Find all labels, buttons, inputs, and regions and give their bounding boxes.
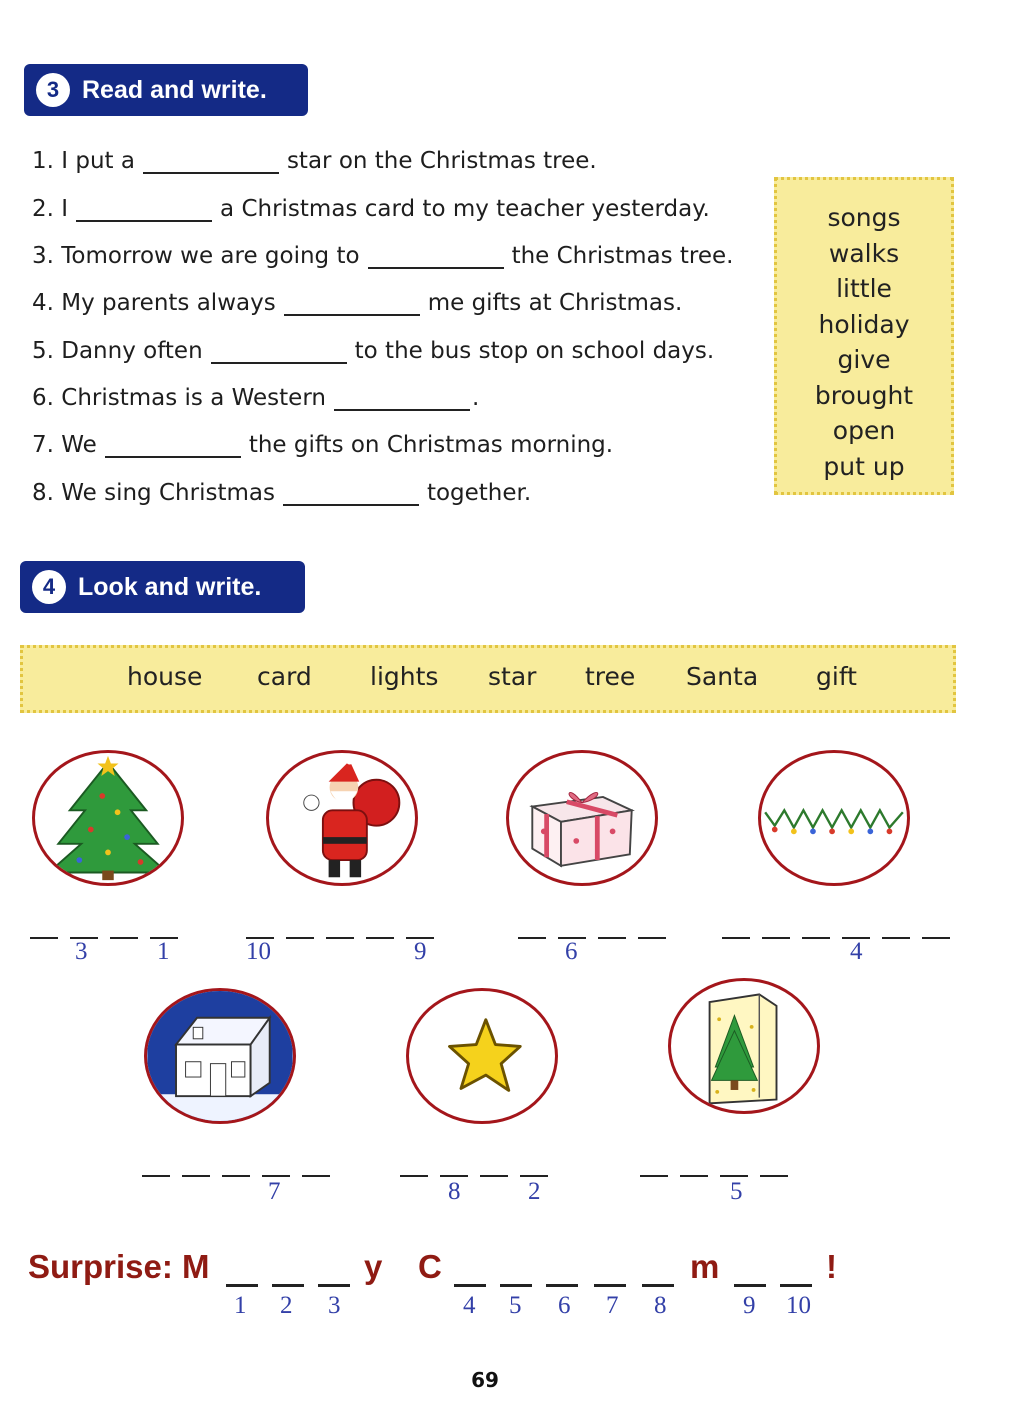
sentence-3-after: the Christmas tree. — [511, 243, 734, 269]
surprise-number: 9 — [743, 1292, 756, 1319]
sentence-8-after: together. — [426, 480, 532, 506]
letter-number: 2 — [528, 1178, 541, 1205]
strip-word-lights: lights — [370, 662, 439, 691]
section-3-number: 3 — [36, 73, 70, 107]
surprise-letter: M — [182, 1248, 210, 1285]
letter-number: 1 — [157, 938, 170, 965]
word-bank-item: brought — [814, 380, 914, 410]
gift-icon — [509, 753, 655, 883]
christmas-tree-icon — [35, 753, 181, 883]
picture-gift — [506, 750, 658, 886]
strip-word-gift: gift — [816, 662, 857, 691]
surprise-number: 3 — [328, 1292, 341, 1319]
card-icon — [671, 981, 817, 1111]
sentence-4-blank[interactable] — [284, 290, 420, 316]
word-bank-item: open — [832, 416, 896, 445]
sentence-2-before: 2. I — [32, 196, 69, 222]
letter-number: 3 — [75, 938, 88, 965]
sentence-3-blank[interactable] — [368, 243, 504, 269]
strip-word-card: card — [257, 662, 312, 691]
sentence-2-blank[interactable] — [76, 196, 212, 222]
sentence-4 — [32, 282, 682, 316]
section-4-header — [20, 561, 305, 613]
star-icon — [409, 991, 555, 1121]
letter-number: 9 — [414, 938, 427, 965]
picture-star — [406, 988, 558, 1124]
sentence-2 — [32, 188, 710, 222]
surprise-letter: m — [690, 1248, 720, 1285]
sentence-3 — [32, 235, 733, 269]
sentence-3-before: 3. Tomorrow we are going to — [32, 243, 360, 269]
strip-word-star: star — [488, 662, 537, 691]
surprise-label: Surprise: — [28, 1248, 173, 1285]
picture-santa — [266, 750, 418, 886]
surprise-letter: y — [364, 1248, 383, 1285]
page-number: 69 — [471, 1368, 499, 1392]
sentence-2-after: a Christmas card to my teacher yesterday. — [220, 196, 710, 222]
surprise-number: 5 — [509, 1292, 522, 1319]
sentence-4-before: 4. My parents always — [32, 290, 276, 316]
surprise-number: 1 — [234, 1292, 247, 1319]
surprise-letter: C — [418, 1248, 442, 1285]
picture-christmas-tree — [32, 750, 184, 886]
word-bank-item: little — [836, 274, 892, 303]
section-4-number: 4 — [32, 570, 66, 604]
word-bank — [774, 177, 954, 495]
picture-house — [144, 988, 296, 1124]
strip-word-tree: tree — [585, 662, 636, 691]
strip-word-house: house — [127, 662, 203, 691]
sentence-1-before: 1. I put a — [32, 148, 135, 174]
sentence-7-before: 7. We — [32, 432, 97, 458]
surprise-number: 8 — [654, 1292, 667, 1319]
sentence-6-after: . — [471, 385, 480, 411]
word-bank-item: walks — [828, 238, 900, 268]
sentence-6 — [32, 377, 479, 411]
surprise-number: 4 — [463, 1292, 476, 1319]
letter-number: 5 — [730, 1178, 743, 1205]
word-bank-item: songs — [827, 203, 901, 232]
sentence-7-after: the gifts on Christmas morning. — [248, 432, 614, 458]
sentence-1 — [32, 140, 597, 174]
sentence-8-before: 8. We sing Christmas — [32, 480, 275, 506]
house-icon — [147, 991, 293, 1121]
lights-icon — [761, 753, 907, 883]
letter-number: 8 — [448, 1178, 461, 1205]
word-strip — [20, 645, 956, 713]
sentence-5 — [32, 330, 714, 364]
letter-number: 4 — [850, 938, 863, 965]
sentence-5-blank[interactable] — [211, 338, 347, 364]
sentence-1-blank[interactable] — [143, 148, 279, 174]
section-3-header — [24, 64, 308, 116]
word-bank-item: put up — [823, 451, 905, 481]
word-bank-item: give — [837, 345, 891, 374]
picture-lights — [758, 750, 910, 886]
picture-card — [668, 978, 820, 1114]
letter-number: 6 — [565, 938, 578, 965]
sentence-5-after: to the bus stop on school days. — [354, 338, 715, 364]
santa-icon — [269, 753, 415, 883]
word-bank-item: holiday — [818, 309, 910, 339]
strip-word-santa: Santa — [686, 662, 759, 691]
section-3-title: Read and write. — [82, 75, 267, 104]
sentence-1-after: star on the Christmas tree. — [286, 148, 597, 174]
sentence-7 — [32, 424, 613, 458]
surprise-number: 7 — [606, 1292, 619, 1319]
sentence-6-blank[interactable] — [334, 385, 470, 411]
letter-number: 7 — [268, 1178, 281, 1205]
sentence-8 — [32, 472, 531, 506]
surprise-letter: ! — [826, 1248, 837, 1285]
sentence-8-blank[interactable] — [283, 480, 419, 506]
sentence-7-blank[interactable] — [105, 432, 241, 458]
surprise-number: 2 — [280, 1292, 293, 1319]
sentence-5-before: 5. Danny often — [32, 338, 203, 364]
surprise-number: 10 — [786, 1292, 811, 1319]
letter-number: 10 — [246, 938, 271, 965]
surprise-number: 6 — [558, 1292, 571, 1319]
section-4-title: Look and write. — [78, 572, 262, 601]
sentence-4-after: me gifts at Christmas. — [427, 290, 683, 316]
sentence-6-before: 6. Christmas is a Western — [32, 385, 326, 411]
